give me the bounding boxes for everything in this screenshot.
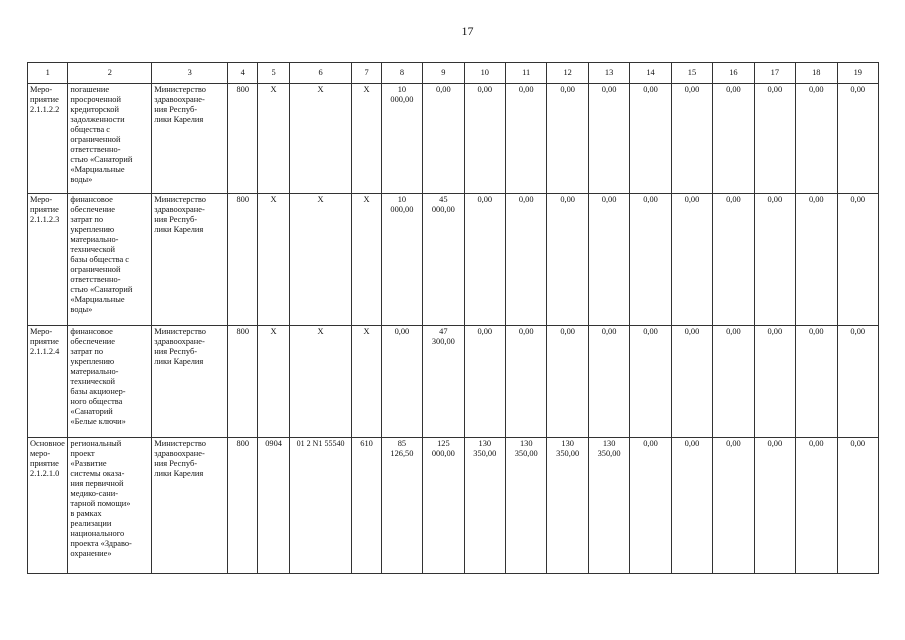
column-header: 19 [837,63,879,84]
amount-cell: 10 000,00 [381,84,422,194]
column-header: 4 [228,63,258,84]
amount-cell: 125 000,00 [423,438,464,574]
amount-cell: 130 350,00 [464,438,505,574]
responsible-org-cell: Министерство здравоохране- ния Респуб- лики Карелия [152,194,228,326]
amount-cell: 0,00 [588,84,629,194]
measure-name-cell: региональный проект «Развитие системы оказа- ния первичной медико-сани- тарной помощи» в рамках реализации национального проекта «Здраво- охранение» [68,438,152,574]
amount-cell: 0,00 [506,194,547,326]
amount-cell: 0,00 [754,326,795,438]
measure-code-cell: Основное меро- приятие 2.1.2.1.0 [28,438,68,574]
section-cell: X [258,326,289,438]
amount-cell: 0,00 [796,84,837,194]
amount-cell: 0,00 [713,84,754,194]
grbs-cell: 800 [228,84,258,194]
amount-cell: 0,00 [713,326,754,438]
amount-cell: 0,00 [837,194,879,326]
amount-cell: 0,00 [671,438,712,574]
column-header: 5 [258,63,289,84]
column-header: 1 [28,63,68,84]
amount-cell: 0,00 [837,84,879,194]
amount-cell: 0,00 [464,326,505,438]
amount-cell: 0,00 [630,438,671,574]
grbs-cell: 800 [228,194,258,326]
financing-table [27,62,879,574]
column-header: 18 [796,63,837,84]
column-header: 6 [289,63,352,84]
expense-type-cell: X [352,194,381,326]
amount-cell: 130 350,00 [547,438,588,574]
column-header: 15 [671,63,712,84]
column-header: 12 [547,63,588,84]
amount-cell: 0,00 [754,194,795,326]
amount-cell: 0,00 [588,326,629,438]
measure-code-cell: Меро- приятие 2.1.1.2.3 [28,194,68,326]
column-header: 13 [588,63,629,84]
section-cell: X [258,194,289,326]
amount-cell: 0,00 [464,84,505,194]
amount-cell: 0,00 [547,84,588,194]
amount-cell: 130 350,00 [588,438,629,574]
target-article-cell: X [289,84,352,194]
table-row [28,194,879,326]
column-header: 10 [464,63,505,84]
expense-type-cell: X [352,84,381,194]
grbs-cell: 800 [228,326,258,438]
amount-cell: 0,00 [837,438,879,574]
column-header: 9 [423,63,464,84]
column-header: 8 [381,63,422,84]
amount-cell: 130 350,00 [506,438,547,574]
table-row [28,326,879,438]
amount-cell: 0,00 [713,438,754,574]
amount-cell: 0,00 [671,326,712,438]
section-cell: X [258,84,289,194]
amount-cell: 0,00 [671,84,712,194]
amount-cell: 85 126,50 [381,438,422,574]
responsible-org-cell: Министерство здравоохране- ния Респуб- лики Карелия [152,326,228,438]
column-header: 11 [506,63,547,84]
amount-cell: 0,00 [796,438,837,574]
amount-cell: 0,00 [506,326,547,438]
section-cell: 0904 [258,438,289,574]
column-header: 14 [630,63,671,84]
measure-name-cell: финансовое обеспечение затрат по укреплению материально- технической базы акционер- ного общества «Санаторий «Белые ключи» [68,326,152,438]
table-row [28,438,879,574]
target-article-cell: X [289,194,352,326]
amount-cell: 0,00 [837,326,879,438]
grbs-cell: 800 [228,438,258,574]
target-article-cell: X [289,326,352,438]
responsible-org-cell: Министерство здравоохране- ния Респуб- лики Карелия [152,438,228,574]
amount-cell: 0,00 [754,84,795,194]
target-article-cell: 01 2 N1 55540 [289,438,352,574]
amount-cell: 0,00 [506,84,547,194]
amount-cell: 0,00 [671,194,712,326]
amount-cell: 0,00 [713,194,754,326]
amount-cell: 0,00 [464,194,505,326]
measure-code-cell: Меро- приятие 2.1.1.2.2 [28,84,68,194]
amount-cell: 45 000,00 [423,194,464,326]
amount-cell: 0,00 [630,194,671,326]
column-header: 3 [152,63,228,84]
expense-type-cell: 610 [352,438,381,574]
amount-cell: 47 300,00 [423,326,464,438]
amount-cell: 10 000,00 [381,194,422,326]
measure-name-cell: финансовое обеспечение затрат по укреплению материально- технической базы общества с ограниченной ответственно- стью «Санаторий «Марциальные воды» [68,194,152,326]
amount-cell: 0,00 [381,326,422,438]
measure-name-cell: погашение просроченной кредиторской задолженности общества с ограниченной ответственно- стью «Санаторий «Марциальные воды» [68,84,152,194]
amount-cell: 0,00 [630,326,671,438]
column-header: 2 [68,63,152,84]
amount-cell: 0,00 [423,84,464,194]
column-header: 17 [754,63,795,84]
amount-cell: 0,00 [547,194,588,326]
amount-cell: 0,00 [630,84,671,194]
amount-cell: 0,00 [796,194,837,326]
amount-cell: 0,00 [754,438,795,574]
page-number: 17 [461,24,474,38]
amount-cell: 0,00 [796,326,837,438]
expense-type-cell: X [352,326,381,438]
amount-cell: 0,00 [588,194,629,326]
column-header: 7 [352,63,381,84]
responsible-org-cell: Министерство здравоохране- ния Респуб- лики Карелия [152,84,228,194]
column-header: 16 [713,63,754,84]
header-row [28,63,879,84]
measure-code-cell: Меро- приятие 2.1.1.2.4 [28,326,68,438]
amount-cell: 0,00 [547,326,588,438]
table-row [28,84,879,194]
